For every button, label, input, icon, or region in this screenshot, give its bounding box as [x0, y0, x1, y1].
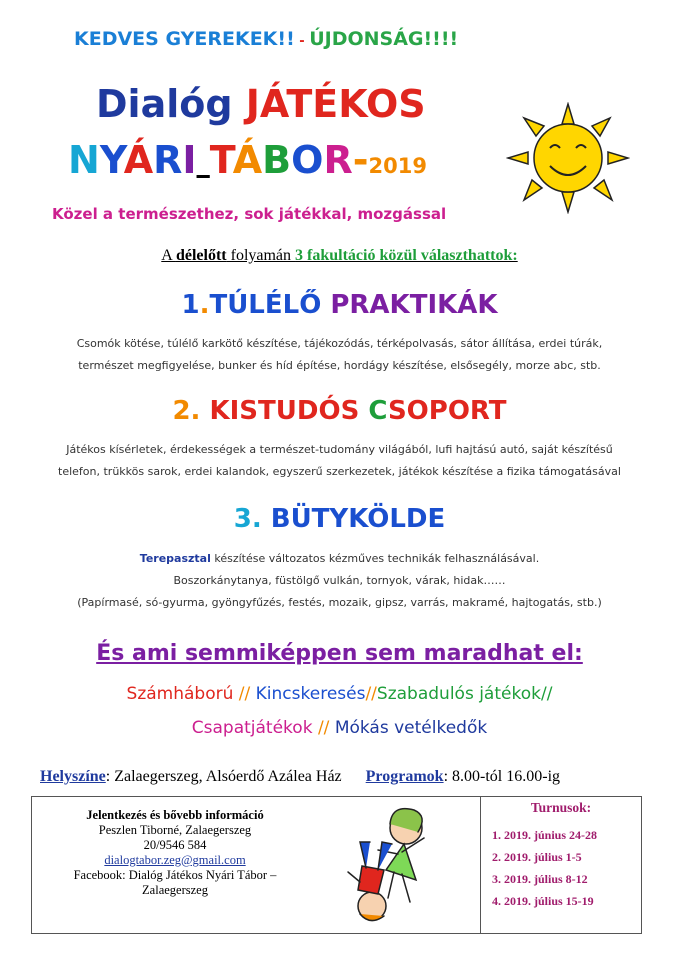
section-1-text	[0, 333, 679, 377]
special-heading: És ami semmiképpen sem maradhat el:	[96, 641, 583, 666]
section-line: Csomók kötése, túlélő karkötő készítése, tájékozódás, térképolvasás, sátor állítása, erdei túrák,	[76, 337, 603, 350]
section-line: Játékos kísérletek, érdekességek a természet-tudomány világából, lufi hajtású autó, saját készítésű	[66, 443, 613, 456]
activity: Kincskeresés	[255, 684, 366, 704]
intro-line	[0, 247, 679, 265]
place-label: Helyszíne	[40, 768, 106, 785]
intro-rest: 3 fakultáció közül választhattok:	[295, 247, 518, 264]
turnus-list	[486, 800, 636, 912]
section-line	[0, 548, 679, 570]
title-line-2	[68, 138, 427, 182]
section-number: 2.	[172, 396, 201, 426]
activity-separator: //	[540, 684, 553, 704]
section-number: 1	[181, 290, 200, 320]
title-line-1	[96, 82, 426, 126]
title-letter: I	[182, 138, 197, 182]
turnus-item: 3. 2019. július 8-12	[492, 872, 588, 886]
section-line: telefon, trükkös sarok, erdei kalandok, egyszerű szerkezetek, játékok készítése a fizika támogatásával	[58, 465, 621, 478]
activity: Számháború	[126, 684, 234, 704]
section-3-title	[0, 504, 679, 534]
bold-word: Terepasztal	[139, 552, 211, 565]
news-text: ÚJDONSÁG!!!!	[309, 28, 459, 50]
header-dash: -	[294, 34, 310, 49]
section-title-c: C	[368, 396, 388, 426]
contact-name: Peszlen Tiborné, Zalaegerszeg	[98, 823, 252, 837]
section-2-text	[0, 439, 679, 483]
activity-separator: //	[233, 684, 256, 704]
line-rest: készítése változatos kézműves technikák felhasználásával.	[210, 552, 540, 565]
title-dialog: Dialóg	[96, 82, 233, 126]
section-title-a: KISTUDÓS	[200, 396, 369, 426]
section-title-a: TÚLÉLŐ	[209, 290, 331, 320]
place-value: : Zalaegerszeg, Alsóerdő Azálea Ház	[105, 768, 342, 785]
header-line	[74, 28, 458, 50]
section-line: (Papírmasé, só-gyurma, gyöngyfűzés, festés, mozaik, gipsz, varrás, makramé, hajtogatás, stb.)	[77, 596, 602, 609]
title-jatekos: JÁTÉKOS	[245, 82, 426, 126]
title-letter: O	[291, 138, 324, 182]
activity: Szabadulós játékok	[376, 684, 541, 704]
title-letter: Á	[232, 138, 263, 182]
activity: Mókás vetélkedők	[334, 718, 488, 738]
title-letter: N	[68, 138, 100, 182]
section-number: 3.	[233, 504, 262, 534]
contact-phone: 20/9546 584	[143, 838, 207, 852]
intro-folyaman: folyamán	[226, 247, 296, 264]
section-line: Boszorkánytanya, füstölgő vulkán, tornyok, várak, hidak……	[173, 574, 506, 587]
intro-delelott: délelőtt	[175, 247, 227, 264]
title-letter: R	[323, 138, 353, 182]
title-letter: R	[153, 138, 183, 182]
info-divider	[480, 796, 481, 934]
section-title-b: SOPORT	[387, 396, 507, 426]
section-1-title	[0, 290, 679, 320]
sun-illustration	[506, 102, 630, 214]
section-title-a: BÜTYKÖLDE	[261, 504, 446, 534]
intro-a: A	[161, 247, 176, 264]
title-space	[197, 138, 210, 182]
section-title-b: PRAKTIKÁK	[330, 290, 498, 320]
kids-illustration	[342, 802, 462, 930]
section-2-title	[0, 396, 679, 426]
contact-email-link[interactable]: dialogtabor.zeg@gmail.com	[104, 853, 246, 867]
contact-heading: Jelentkezés és bővebb információ	[86, 808, 264, 822]
program-label: Programok	[365, 768, 444, 785]
activities-line-2	[0, 718, 679, 738]
section-line: természet megfigyelése, bunker és híd építése, hordágy készítése, elsősegély, morze abc, stb.	[78, 359, 601, 372]
turnus-item: 2. 2019. július 1-5	[492, 850, 582, 864]
activity-separator: //	[312, 718, 335, 738]
title-letter: B	[262, 138, 292, 182]
turnus-item: 4. 2019. július 15-19	[492, 894, 594, 908]
activity-separator: //	[365, 684, 377, 704]
section-3-text	[0, 548, 679, 614]
title-letter: Á	[123, 138, 154, 182]
title-letter: Y	[99, 138, 124, 182]
turnus-title: Turnusok:	[530, 800, 592, 815]
contact-block	[36, 808, 314, 898]
title-year: 2019	[368, 154, 427, 178]
activities-line-1	[0, 684, 679, 704]
title-letter: T	[209, 138, 233, 182]
subtitle: Közel a természethez, sok játékkal, mozgással	[52, 205, 447, 223]
program-value: : 8.00-tól 16.00-ig	[443, 768, 561, 785]
contact-facebook: Facebook: Dialóg Játékos Nyári Tábor –	[73, 868, 277, 882]
activity: Csapatjátékok	[191, 718, 313, 738]
section-dot: .	[199, 290, 210, 320]
greeting-text: KEDVES GYEREKEK!!	[74, 28, 295, 50]
turnus-item: 1. 2019. június 24-28	[492, 828, 598, 842]
title-dash: -	[352, 138, 369, 182]
place-line	[40, 768, 560, 786]
contact-facebook-2: Zalaegerszeg	[142, 883, 208, 897]
